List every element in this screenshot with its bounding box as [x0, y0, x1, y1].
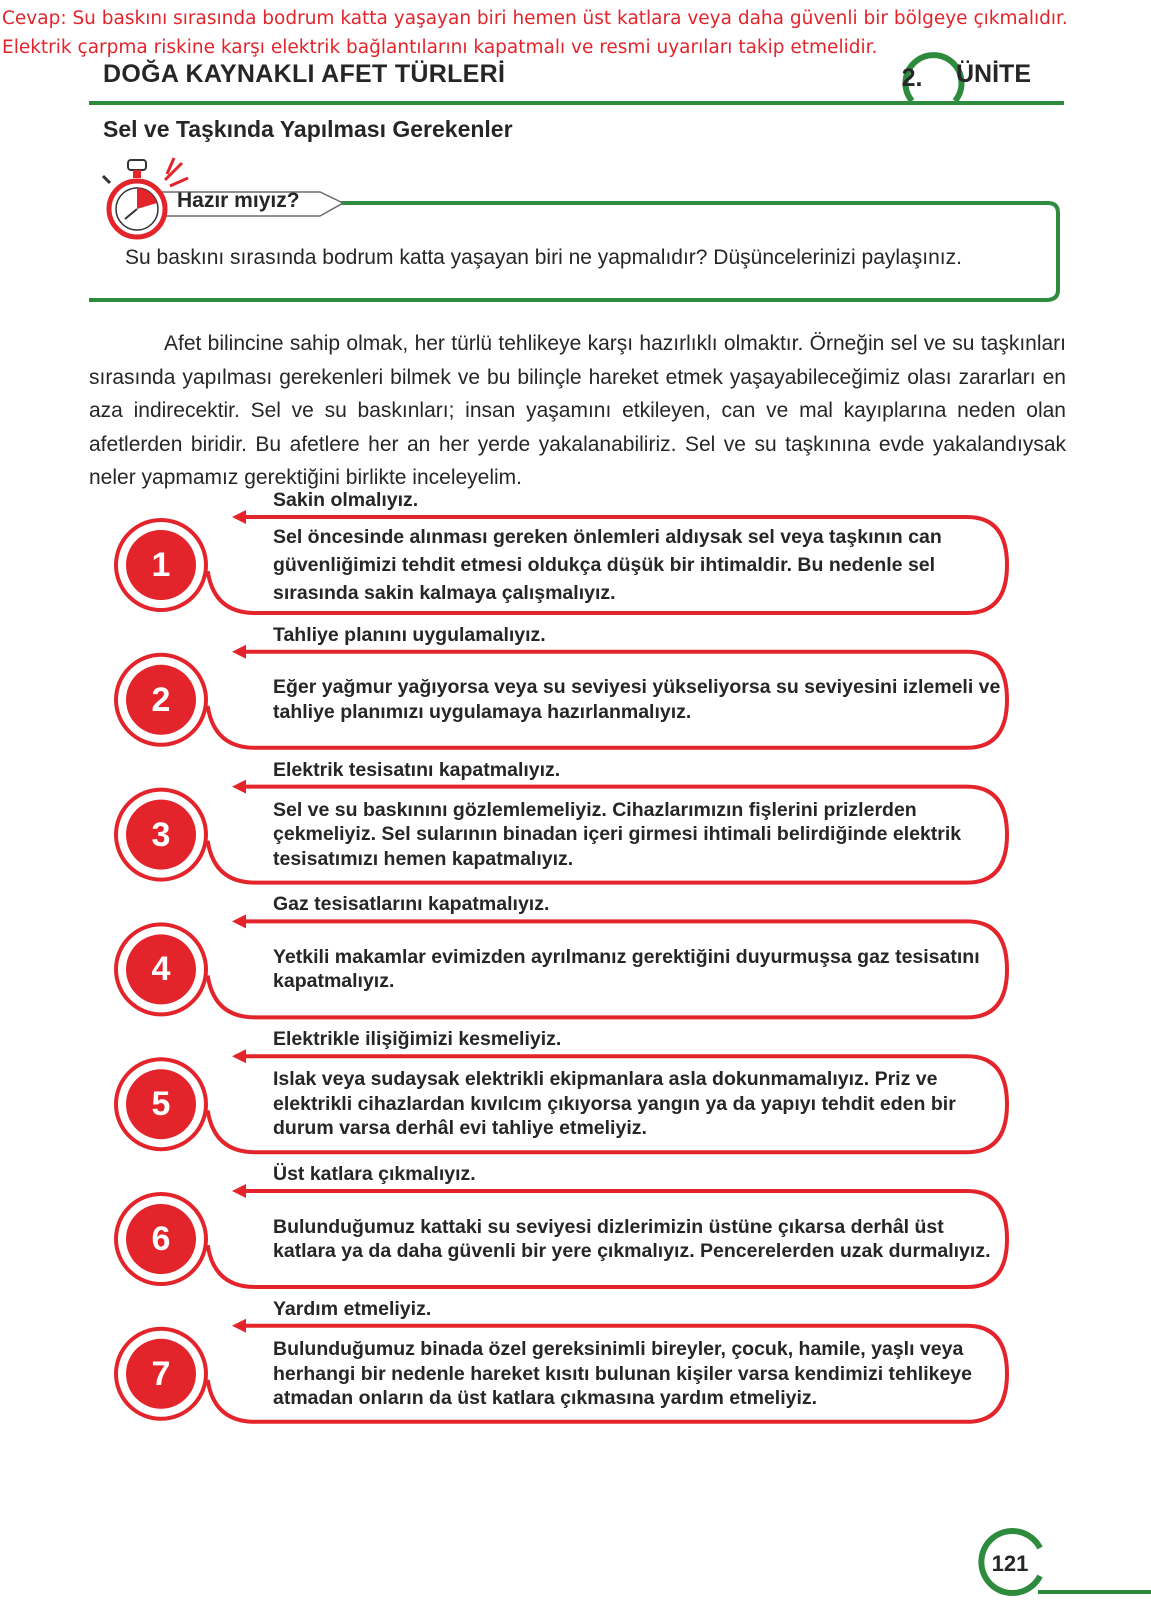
step-body-text: Islak veya sudaysak elektrikli ekipmanlara asla dokunmamalıyız. Priz ve elektrikli cihazlardan kıvılcım çıkıyorsa yangın ya da yapıyı tehdit eden bir durum varsa derhâl evi tahliye etmeliyiz.	[273, 1068, 956, 1140]
step-arrow-head	[232, 645, 246, 659]
step-body-text: Eğer yağmur yağıyorsa veya su seviyesi yükseliyorsa su seviyesini izlemeli ve tahliye planımızı uygulamaya hazırlanmalıyız.	[273, 676, 1001, 723]
answer-line-2: Elektrik çarpma riskine karşı elektrik bağlantılarını kapatmalı ve resmi uyarıları takip etmelidir.	[2, 37, 878, 58]
step-title: Üst katlara çıkmalıyız.	[273, 1163, 476, 1185]
step-arrow-head	[232, 510, 246, 524]
unit-number: 2.	[901, 64, 923, 92]
step-number: 3	[151, 815, 171, 854]
step-body-text: Sel öncesinde alınması gereken önlemleri aldıysak sel veya taşkının can güvenliğimizi tehdit etmesi oldukça düşük bir ihtimaldir. Bu nedenle sel sırasında sakin kalmaya çalışmalıyız.	[273, 526, 942, 604]
section-title: Sel ve Taşkında Yapılması Gerekenler	[103, 116, 513, 142]
step-body-text: Yetkili makamlar evimizden ayrılmanız gerektiğini duyurmuşsa gaz tesisatını kapatmalıyız.	[273, 945, 980, 993]
step-number: 1	[151, 546, 171, 584]
step-number: 2	[151, 680, 171, 719]
page-number: 121	[991, 1551, 1029, 1576]
step-body	[273, 791, 1008, 879]
step-body	[273, 1195, 1008, 1283]
step-number: 6	[151, 1220, 171, 1258]
intro-text: Afet bilincine sahip olmak, her türlü tehlikeye karşı hazırlıklı olmaktır. Örneğin sel ve su taşkınları sırasında yapılması gerekenleri bilmek ve bu bilinçle hareket etmek yaşayabileceğimiz olası zararları en aza indirecektir. Sel ve su baskınları; insan yaşamını etkileyen, can ve mal kayıplarına neden olan afetlerden biridir. Bu afetlere her an her yerde yakalanabiliriz. Sel ve su taşkınına evde yakalandıysak neler yapmamız gerektiğini birlikte inceleyelim.	[89, 332, 1066, 489]
step-arrow-head	[232, 914, 246, 928]
step-title: Sakin olmalıyız.	[273, 489, 419, 511]
step-body-text: Bulunduğumuz binada özel gereksinimli bireyler, çocuk, hamile, yaşlı veya herhangi bir nedenle hareket kısıtı bulunan kişiler varsa kendimizi tehlikeye atmadan onların da üst katlara çıkmasına yardım etmeliyiz.	[273, 1338, 973, 1410]
step-body	[273, 521, 1008, 609]
unit-label: ÜNİTE	[956, 60, 1031, 88]
step-arrow-head	[232, 780, 246, 794]
step-title: Elektrikle ilişiğimizi kesmeliyiz.	[273, 1028, 562, 1051]
step-arrow-head	[232, 1049, 246, 1063]
step-arrow-head	[232, 1184, 246, 1198]
step-title: Tahliye planını uygulamalıyız.	[273, 623, 546, 646]
ready-box-title: Hazır mıyız?	[177, 189, 300, 212]
step-number: 4	[151, 950, 171, 989]
unit-title: DOĞA KAYNAKLI AFET TÜRLERİ	[103, 60, 506, 88]
answer-line-1: Cevap: Su baskını sırasında bodrum katta yaşayan biri hemen üst katlara veya daha güvenli bir bölgeye çıkmalıdır.	[2, 8, 1068, 29]
step-number: 7	[151, 1354, 171, 1393]
step-body	[273, 1330, 1008, 1418]
step-title: Elektrik tesisatını kapatmalıyız.	[273, 758, 561, 781]
intro-paragraph	[89, 327, 1066, 495]
step-title: Yardım etmeliyiz.	[273, 1297, 432, 1320]
step-body	[273, 925, 1008, 1013]
answer-note	[2, 4, 1147, 62]
step-number: 5	[151, 1085, 171, 1124]
step-arrow-head	[232, 1319, 246, 1333]
step-body	[273, 656, 1008, 744]
step-body	[273, 1060, 1008, 1148]
step-body-text: Sel ve su baskınını gözlemlemeliyiz. Cihazlarımızın fişlerini prizlerden çekmeliyiz. Sel sularının binadan içeri girmesi ihtimali belirdiğinde elektrik tesisatımızı hemen kapatmalıyız.	[273, 798, 962, 870]
step-body-text: Bulunduğumuz kattaki su seviyesi dizlerimizin üstüne çıkarsa derhâl üst katlara ya da daha güvenli bir yere çıkmalıyız. Pencerelerden uzak durmalıyız.	[273, 1215, 991, 1262]
ready-box-question: Su baskını sırasında bodrum katta yaşayan biri ne yapmalıdır? Düşüncelerinizi paylaşınız.	[125, 246, 962, 269]
step-title: Gaz tesisatlarını kapatmalıyız.	[273, 893, 550, 916]
